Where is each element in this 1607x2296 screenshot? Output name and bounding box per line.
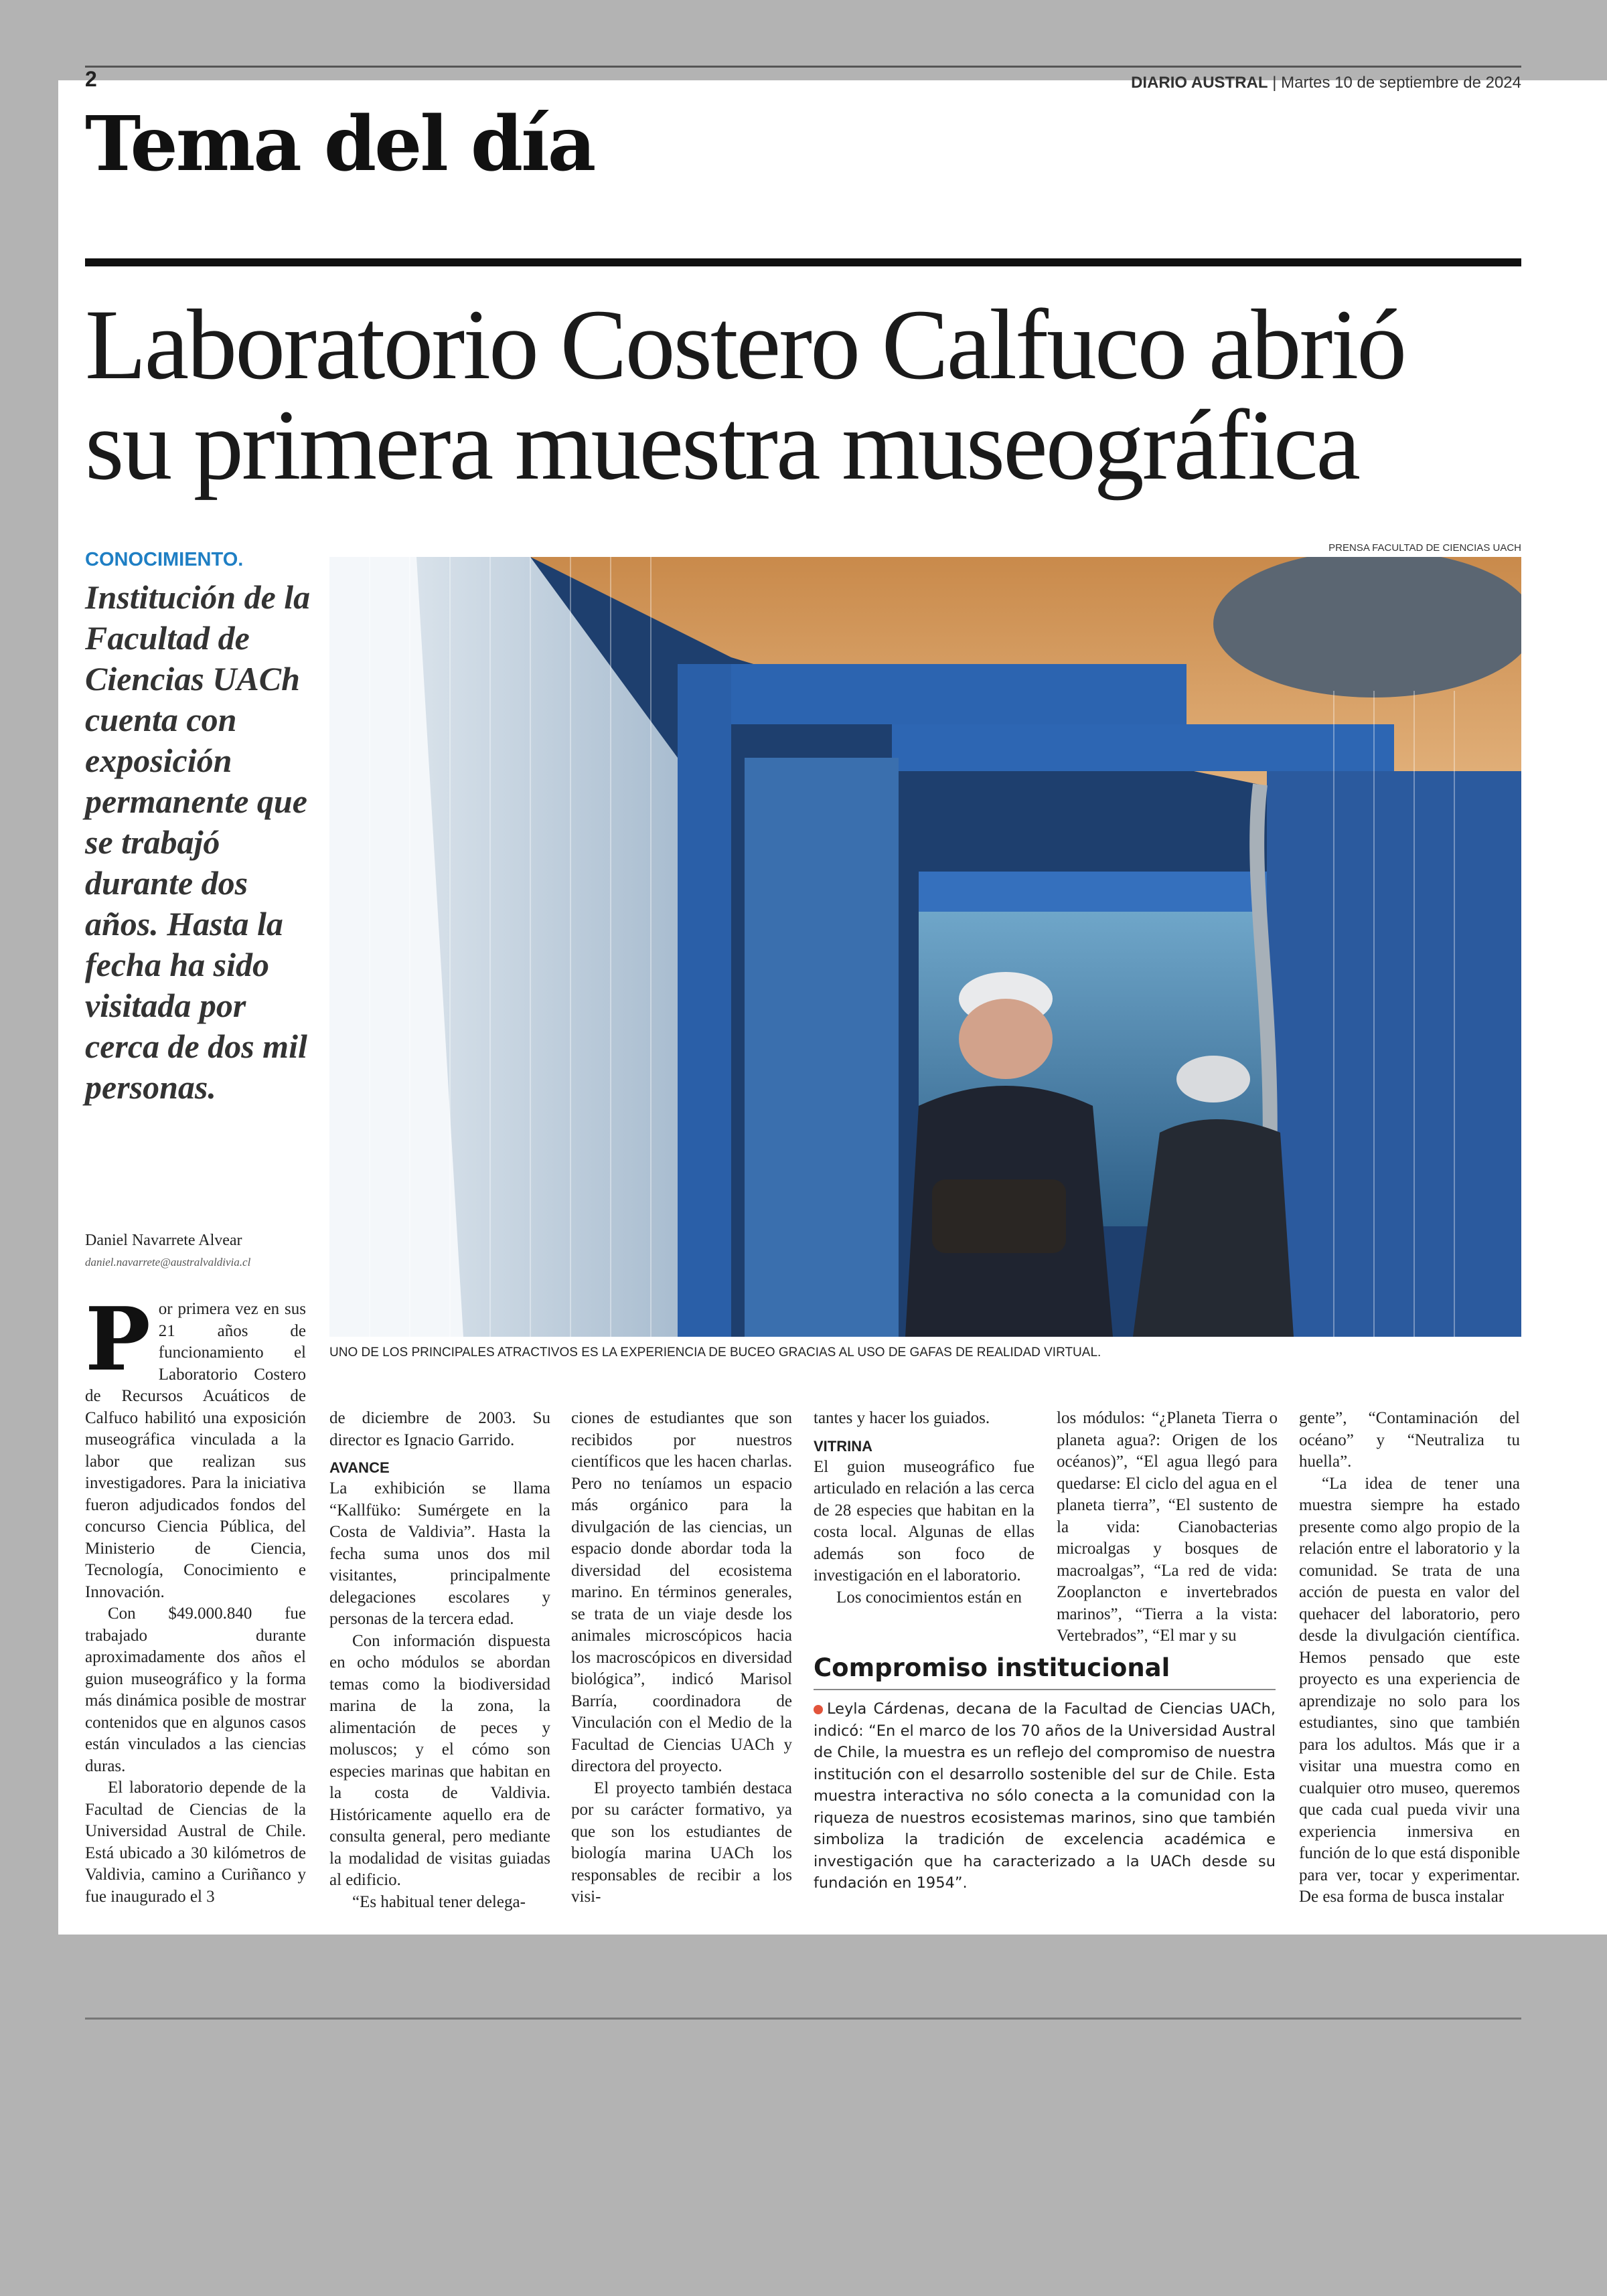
- body-column-5: [1057, 1408, 1278, 1647]
- author-email: daniel.navarrete@australvaldivia.cl: [85, 1256, 251, 1268]
- headline-line-2: su primera muestra museográfica: [85, 390, 1359, 501]
- headline: [85, 289, 1531, 501]
- section-rule: [85, 258, 1521, 266]
- headline-line-1: Laboratorio Costero Calfuco abrió: [85, 289, 1405, 400]
- body-paragraph: Con $49.000.840 fue trabajado durante aproximadamente dos años el guion museográfico y la forma más dinámica posible de mostrar contenidos que en algunos casos están vinculados a las ciencias duras.: [85, 1605, 306, 1775]
- publication-name: DIARIO AUSTRAL: [1131, 74, 1268, 92]
- photo-caption: UNO DE LOS PRINCIPALES ATRACTIVOS ES LA EXPERIENCIA DE BUCEO GRACIAS AL USO DE GAFAS DE REALIDAD VIRTUAL.: [329, 1345, 1101, 1360]
- body-paragraph: La exhibición se llama “Kallfüko: Sumérgete en la Costa de Valdivia”. Hasta la fecha suma unos dos mil visitantes, principalmente delegaciones escolares y personas de la tercera edad.: [329, 1479, 550, 1628]
- kicker: CONOCIMIENTO.: [85, 549, 244, 570]
- bullet-icon: [814, 1705, 823, 1714]
- box-title: Compromiso institucional: [814, 1653, 1170, 1682]
- body-column-4: [814, 1408, 1035, 1609]
- body-column-6: [1299, 1408, 1520, 1908]
- top-rule: [85, 66, 1521, 68]
- lead-paragraph: Institución de la Facultad de Ciencias UACh cuenta con exposición permanente que se trabajó durante dos años. Hasta la fecha ha sido visitada por cerca de dos mil personas.: [85, 578, 311, 1106]
- body-paragraph: El proyecto también destaca por su carácter formativo, ya que son los estudiantes de biología marina UACh los responsables de recibir a los visi-: [571, 1779, 792, 1906]
- box-text: Leyla Cárdenas, decana de la Facultad de Ciencias UACh, indicó: “En el marco de los 70 años de la Universidad Austral de Chile, la muestra es un reflejo del compromiso de nuestra institución con el desarrollo sostenible del sur de Chile. Esta muestra interactiva no sólo conecta a la comunidad con la riqueza de nuestros ecosistemas marinos, sino que también simboliza la tradición de excelencia académica e investigación que ha caracterizado a la UACh desde su fundación en 1954”.: [814, 1700, 1276, 1892]
- body-paragraph: El guion museográfico fue articulado en relación a las cerca de 28 especies que habitan en la costa local. Algunas de ellas además son foco de investigación en el laboratorio.: [814, 1457, 1035, 1584]
- drop-cap: P: [85, 1288, 151, 1390]
- body-paragraph: El laboratorio depende de la Facultad de Ciencias de la Universidad Austral de Chile. Está ubicado a 30 kilómetros de Valdivia, camino a Curiñanco y fue inaugurado el 3: [85, 1779, 306, 1906]
- photo-credit: PRENSA FACULTAD DE CIENCIAS UACH: [1328, 542, 1521, 554]
- page-number: 2: [85, 67, 97, 91]
- body-paragraph: “La idea de tener una muestra siempre ha estado presente como algo propio de la relación entre el laboratorio y la comunidad. Se trata de una acción de puesta en valor del quehacer del laboratorio, pero desde la divulgación científica. Hemos pensado que este proyecto es una experiencia de aprendizaje no solo para los estudiantes, sino que también para los adultos. Más que ir a visitar una muestra como en cualquier otro museo, queremos que cada cual pueda vivir una experiencia inmersiva en función de lo que está disponible para ver, tocar y experimentar. De esa forma de busca instalar: [1299, 1474, 1520, 1906]
- body-paragraph: gente”, “Contaminación del océano” y “Neutraliza tu huella”.: [1299, 1409, 1520, 1471]
- vr-exhibition-photo: [329, 557, 1521, 1337]
- body-column-2: [329, 1408, 550, 1913]
- box-text-wrapper: [814, 1698, 1276, 1894]
- body-column-3: [571, 1408, 792, 1908]
- author-name: Daniel Navarrete Alvear: [85, 1232, 242, 1249]
- article-photo: [329, 557, 1521, 1337]
- bottom-rule: [85, 2018, 1521, 2020]
- body-paragraph: de diciembre de 2003. Su director es Ignacio Garrido.: [329, 1409, 550, 1449]
- section-title: Tema del día: [85, 100, 595, 188]
- box-rule: [814, 1689, 1276, 1690]
- subheading-vitrina: VITRINA: [814, 1437, 872, 1455]
- institutional-box: [814, 1653, 1276, 1894]
- body-paragraph: los módulos: “¿Planeta Tierra o planeta agua?: Origen de los océanos)”, “El agua llegó para quedarse: El ciclo del agua en el planeta tierra”, “El sustento de la vida: Cianobacterias microalgas y bosques de macroalgas”, “La red de vida: Zooplancton e invertebrados marinos”, “Tierra a la vista: Vertebrados”, “El mar y su: [1057, 1409, 1278, 1645]
- body-paragraph: Los conocimientos están en: [836, 1588, 1022, 1607]
- body-paragraph: tantes y hacer los guiados.: [814, 1409, 990, 1427]
- body-paragraph: or primera vez en sus 21 años de funcionamiento el Laboratorio Costero de Recursos Acuáticos de Calfuco habilitó una exposición museográfica vinculada a la labor que realizan sus investigadores. Para la iniciativa fueron adjudicados fondos del concurso Ciencia Pública, del Ministerio de Ciencia, Tecnología, Conocimiento e Innovación.: [85, 1300, 306, 1601]
- subheading-avance: AVANCE: [329, 1459, 390, 1476]
- masthead: DIARIO AUSTRAL | Martes 10 de septiembre de 2024: [1131, 74, 1521, 92]
- body-column-1: [85, 1288, 306, 1908]
- body-paragraph: “Es habitual tener delega-: [352, 1892, 526, 1911]
- body-paragraph: Con información dispuesta en ocho módulos se abordan temas como la biodiversidad marina de la zona, la alimentación de peces y moluscos; y el cómo son especies marinas que habitan en la costa de Valdivia. Históricamente aquello era de consulta general, pero mediante la modalidad de visitas guiadas al edificio.: [329, 1631, 550, 1889]
- body-paragraph: ciones de estudiantes que son recibidos por nuestros científicos que les hacen charlas. Pero no teníamos un espacio más orgánico para la divulgación de las ciencias, un espacio donde abordar toda la diversidad del ecosistema marino. En términos generales, se trata de un viaje desde los animales microscópicos hacia los macroscópicos en diversidad biológica”, indicó Marisol Barría, coordinadora de Vinculación con el Medio de la Facultad de Ciencias UACh y directora del proyecto.: [571, 1409, 792, 1775]
- issue-date: Martes 10 de septiembre de 2024: [1281, 74, 1521, 92]
